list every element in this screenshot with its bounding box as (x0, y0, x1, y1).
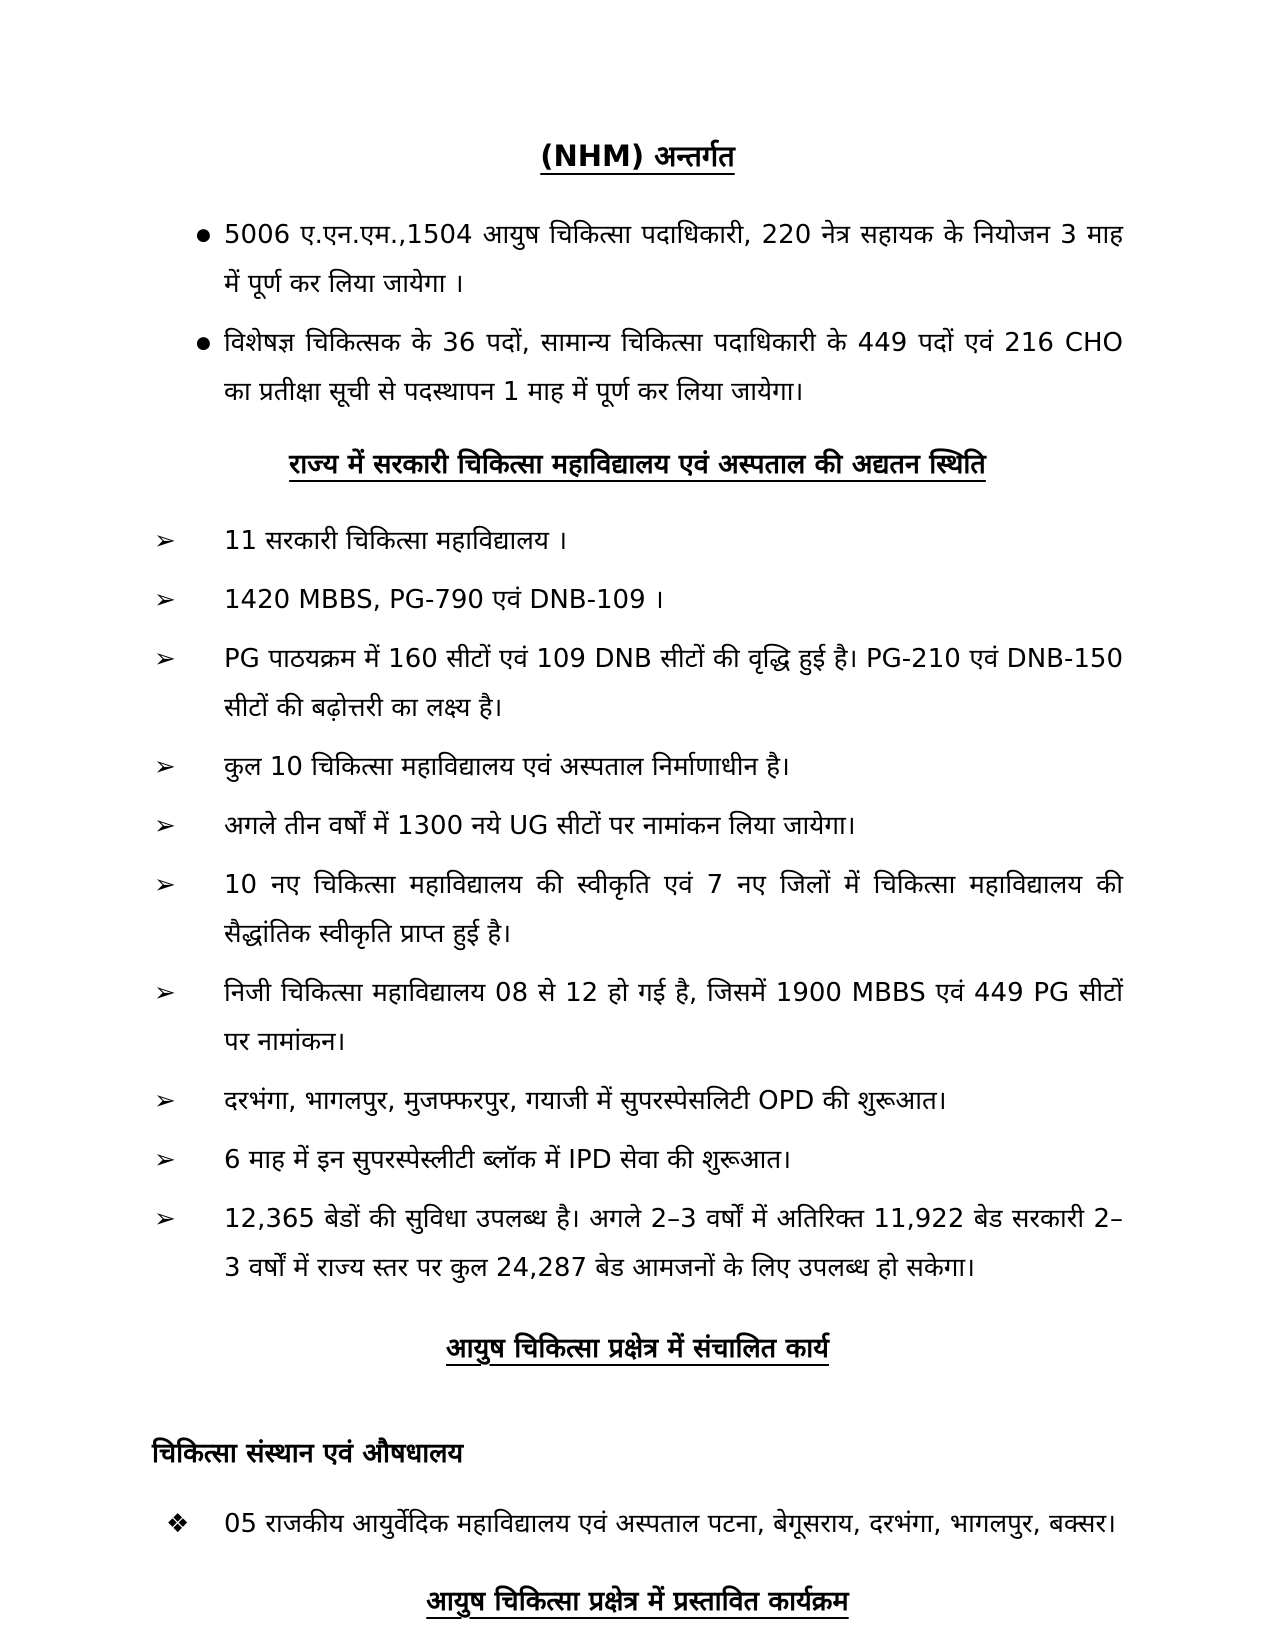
list-item-text: 5006 ए.एन.एम.,1504 आयुष चिकित्सा पदाधिकारी, 220 नेत्र सहायक के नियोजन 3 माह में पूर्ण कर लिया जायेगा । (224, 220, 1123, 299)
diamond-bullet-icon: ❖ (166, 1509, 190, 1539)
list-item (152, 1500, 1123, 1549)
list-item-text: PG पाठयक्रम में 160 सीटों एवं 109 DNB सीटों की वृद्धि हुई है। PG-210 एवं DNB-150 सीटों की बढ़ोत्तरी का लक्ष्य है। (224, 644, 1123, 723)
ayush-ongoing-heading-text: आयुष चिकित्सा प्रक्षेत्र में संचालित कार्य (446, 1333, 829, 1364)
list-item-text: विशेषज्ञ चिकित्सक के 36 पदों, सामान्य चिकित्सा पदाधिकारी के 449 पदों एवं 216 CHO का प्रतीक्षा सूची से पदस्थापन 1 माह में पूर्ण कर लिया जायेगा। (224, 328, 1123, 407)
list-item-text: 10 नए चिकित्सा महाविद्यालय की स्वीकृति एवं 7 नए जिलों में चिकित्सा महाविद्यालय की सैद्धांतिक स्वीकृति प्राप्त हुई है। (224, 870, 1123, 949)
status-bullet-list (152, 517, 1123, 1293)
arrow-bullet-icon: ➢ (154, 752, 176, 782)
list-item (152, 576, 1123, 625)
arrow-bullet-icon: ➢ (154, 1086, 176, 1116)
list-item (152, 969, 1123, 1067)
status-section-heading (152, 443, 1123, 487)
list-item-text: 05 राजकीय आयुर्वेदिक महाविद्यालय एवं अस्पताल पटना, बेगूसराय, दरभंगा, भागलपुर, बक्सर। (224, 1509, 1116, 1539)
document-title-text: (NHM) अन्तर्गत (540, 139, 735, 173)
dot-bullet-icon: ● (196, 225, 211, 245)
list-item (152, 1136, 1123, 1185)
ayush-proposed-heading-text: आयुष चिकित्सा प्रक्षेत्र में प्रस्तावित कार्यक्रम (426, 1586, 849, 1617)
list-item (152, 743, 1123, 792)
ayush-proposed-heading (152, 1581, 1123, 1618)
nhm-bullet-list (152, 211, 1123, 417)
dot-bullet-icon: ● (196, 333, 211, 353)
arrow-bullet-icon: ➢ (154, 1204, 176, 1234)
arrow-bullet-icon: ➢ (154, 978, 176, 1008)
list-item-text: 6 माह में इन सुपरस्पेस्लीटी ब्लॉक में IPD सेवा की शुरूआत। (224, 1145, 792, 1175)
list-item (152, 861, 1123, 959)
list-item-text: अगले तीन वर्षों में 1300 नये UG सीटों पर नामांकन लिया जायेगा। (224, 811, 856, 841)
list-item (152, 517, 1123, 566)
list-item-text: 11 सरकारी चिकित्सा महाविद्यालय । (224, 526, 568, 556)
ayush-ongoing-heading (152, 1327, 1123, 1371)
list-item-text: दरभंगा, भागलपुर, मुजफ्फरपुर, गयाजी में सुपरस्पेसलिटी OPD की शुरूआत। (224, 1086, 947, 1116)
list-item (152, 635, 1123, 733)
list-item (152, 1077, 1123, 1126)
arrow-bullet-icon: ➢ (154, 811, 176, 841)
list-item (152, 211, 1123, 309)
document-title (152, 136, 1123, 175)
list-item-text: 1420 MBBS, PG-790 एवं DNB-109 । (224, 585, 664, 615)
list-item-text: निजी चिकित्सा महाविद्यालय 08 से 12 हो गई है, जिसमें 1900 MBBS एवं 449 PG सीटों पर नामांकन। (224, 978, 1123, 1057)
arrow-bullet-icon: ➢ (154, 870, 176, 900)
status-section-heading-text: राज्य में सरकारी चिकित्सा महाविद्यालय एवं अस्पताल की अद्यतन स्थिति (289, 449, 986, 480)
list-item (152, 802, 1123, 851)
list-item (152, 319, 1123, 417)
institutions-subheading: चिकित्सा संस्थान एवं औषधालय (152, 1438, 464, 1469)
arrow-bullet-icon: ➢ (154, 526, 176, 556)
list-item-text: 12,365 बेडों की सुविधा उपलब्ध है। अगले 2–3 वर्षों में अतिरिक्त 11,922 बेड सरकारी 2–3 वर्षों में राज्य स्तर पर कुल 24,287 बेड आमजनों के लिए उपलब्ध हो सकेगा। (224, 1204, 1123, 1283)
ayush-bullet-list (152, 1500, 1123, 1549)
arrow-bullet-icon: ➢ (154, 585, 176, 615)
arrow-bullet-icon: ➢ (154, 644, 176, 674)
arrow-bullet-icon: ➢ (154, 1145, 176, 1175)
list-item-text: कुल 10 चिकित्सा महाविद्यालय एवं अस्पताल निर्माणाधीन है। (224, 752, 790, 782)
list-item (152, 1195, 1123, 1293)
